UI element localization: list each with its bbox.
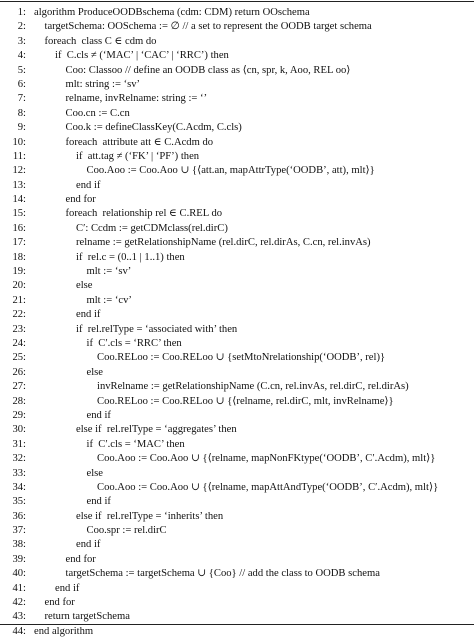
line-number: 13: [12,179,26,191]
code-line [0,64,474,78]
code-line [0,251,474,265]
code-line [0,150,474,164]
code-text: end for [65,194,96,206]
line-number: 29: [12,409,26,421]
line-number: 21: [12,294,26,306]
bottom-rule [0,624,474,625]
line-number: 37: [12,525,26,537]
code-text: end for [65,553,96,565]
code-text: mlt := ‘sv’ [86,266,132,278]
line-number: 31: [12,438,26,450]
code-line [0,337,474,351]
code-line [0,481,474,495]
code-text: C′: Ccdm := getCDMclass(rel.dirC) [76,222,228,234]
code-text: Coo.RELoo := Coo.RELoo ∪ {setMtoNrelationship(‘OODB’, rel)} [97,352,386,364]
code-line [0,567,474,581]
code-text: Coo.spr := rel.dirC [86,525,167,537]
code-text: Coo.Aoo := Coo.Aoo ∪ {⟨att.an, mapAttrType(‘OODB’, att), mlt⟩} [86,165,375,177]
code-text: end if [86,409,111,421]
code-text: if rel.relType = ‘associated with’ then [76,323,238,335]
code-line [0,596,474,610]
code-line [0,610,474,624]
code-text: foreach relationship rel ∈ C.REL do [65,208,223,220]
code-line [0,553,474,567]
code-line [0,452,474,466]
code-line [0,380,474,394]
line-number: 20: [12,280,26,292]
code-line [0,20,474,34]
line-number: 38: [12,539,26,551]
line-number: 30: [12,424,26,436]
code-line [0,92,474,106]
code-line [0,193,474,207]
line-number: 36: [12,510,26,522]
code-text: end if [55,582,80,594]
line-number: 25: [12,352,26,364]
code-text: if C′.cls = ‘RRC’ then [86,337,182,349]
code-line [0,409,474,423]
code-text: end if [76,179,101,191]
code-line [0,222,474,236]
line-number: 33: [12,467,26,479]
line-number: 6: [17,78,26,90]
code-line [0,49,474,63]
line-number: 26: [12,366,26,378]
code-text: if C.cls ≠ (‘MAC’ | ‘CAC’ | ‘RRC’) then [55,50,229,62]
code-text: if att.tag ≠ (‘FK’ | ‘PF’) then [76,150,200,162]
code-text: end if [76,539,101,551]
code-text: Coo: Classoo // define an OODB class as ⟨cn, spr, k, Aoo, REL oo⟩ [65,64,351,76]
code-line [0,582,474,596]
code-text: relname, invRelname: string := ‘’ [65,93,208,105]
line-number: 8: [17,107,26,119]
code-text: Coo.k := defineClassKey(C.Acdm, C.cls) [65,122,242,134]
code-text: end algorithm [34,625,94,637]
line-number: 35: [12,496,26,508]
code-line [0,279,474,293]
line-number: 19: [12,266,26,278]
code-line [0,438,474,452]
code-line [0,78,474,92]
code-line [0,625,474,639]
top-rule [0,1,474,2]
line-number: 39: [12,553,26,565]
line-number: 27: [12,381,26,393]
code-line [0,236,474,250]
code-line [0,524,474,538]
code-line [0,308,474,322]
line-number: 24: [12,337,26,349]
line-number: 18: [12,251,26,263]
code-text: targetSchema: OOSchema := ∅ // a set to represent the OODB target schema [44,21,372,33]
code-text: return targetSchema [44,611,130,623]
code-text: relname := getRelationshipName (rel.dirC, rel.dirAs, C.cn, rel.invAs) [76,237,371,249]
code-line [0,495,474,509]
code-line [0,164,474,178]
code-line [0,467,474,481]
code-line [0,395,474,409]
code-line [0,538,474,552]
line-number: 16: [12,222,26,234]
line-number: 32: [12,453,26,465]
code-text: mlt: string := ‘sv’ [65,78,141,90]
code-text: invRelname := getRelationshipName (C.cn, rel.invAs, rel.dirC, rel.dirAs) [97,381,409,393]
algorithm-listing [0,6,474,639]
line-number: 5: [17,64,26,76]
code-text: Coo.Aoo := Coo.Aoo ∪ {⟨relname, mapNonFKtype(‘OODB’, C′.Acdm), mlt⟩} [97,453,436,465]
code-line [0,423,474,437]
code-text: else [86,467,103,479]
code-text: mlt := ‘cv’ [86,294,132,306]
code-text: foreach class C ∈ cdm do [44,35,157,47]
code-line [0,294,474,308]
line-number: 28: [12,395,26,407]
code-text: foreach attribute att ∈ C.Acdm do [65,136,214,148]
line-number: 9: [17,122,26,134]
line-number: 15: [12,208,26,220]
code-text: algorithm ProduceOODBschema (cdm: CDM) return OOschema [34,7,310,18]
code-text: else if rel.relType = ‘inherits’ then [76,510,224,522]
code-line [0,35,474,49]
code-text: Coo.cn := C.cn [65,107,130,119]
code-text: if rel.c = (0..1 | 1..1) then [76,251,185,263]
line-number: 42: [12,597,26,609]
line-number: 43: [12,611,26,623]
code-line [0,121,474,135]
line-number: 22: [12,309,26,321]
line-number: 34: [12,481,26,493]
line-number: 7: [17,93,26,105]
code-text: else if rel.relType = ‘aggregates’ then [76,424,237,436]
code-line [0,136,474,150]
code-line [0,265,474,279]
code-line [0,323,474,337]
code-text: else [76,280,93,292]
code-line [0,6,474,20]
line-number: 44: [12,625,26,637]
code-text: if C′.cls = ‘MAC’ then [86,438,185,450]
code-text: Coo.RELoo := Coo.RELoo ∪ {⟨relname, rel.dirC, mlt, invRelname⟩} [97,395,394,407]
line-number: 23: [12,323,26,335]
line-number: 11: [12,150,26,162]
line-number: 4: [17,50,26,62]
code-line [0,351,474,365]
code-text: Coo.Aoo := Coo.Aoo ∪ {⟨relname, mapAttAndType(‘OODB’, C′.Acdm), mlt⟩} [97,481,439,493]
code-line [0,107,474,121]
code-line [0,366,474,380]
code-text: targetSchema := targetSchema ∪ {Coo} // add the class to OODB schema [65,568,380,580]
line-number: 10: [12,136,26,148]
line-number: 17: [12,237,26,249]
code-line [0,510,474,524]
line-number: 2: [17,21,26,33]
line-number: 40: [12,568,26,580]
code-line [0,179,474,193]
code-text: end if [86,496,111,508]
line-number: 12: [12,165,26,177]
code-text: else [86,366,103,378]
line-number: 3: [17,35,26,47]
line-number: 14: [12,194,26,206]
line-number: 1: [17,7,26,18]
code-line [0,207,474,221]
code-text: end if [76,309,101,321]
line-number: 41: [12,582,26,594]
code-text: end for [44,597,75,609]
